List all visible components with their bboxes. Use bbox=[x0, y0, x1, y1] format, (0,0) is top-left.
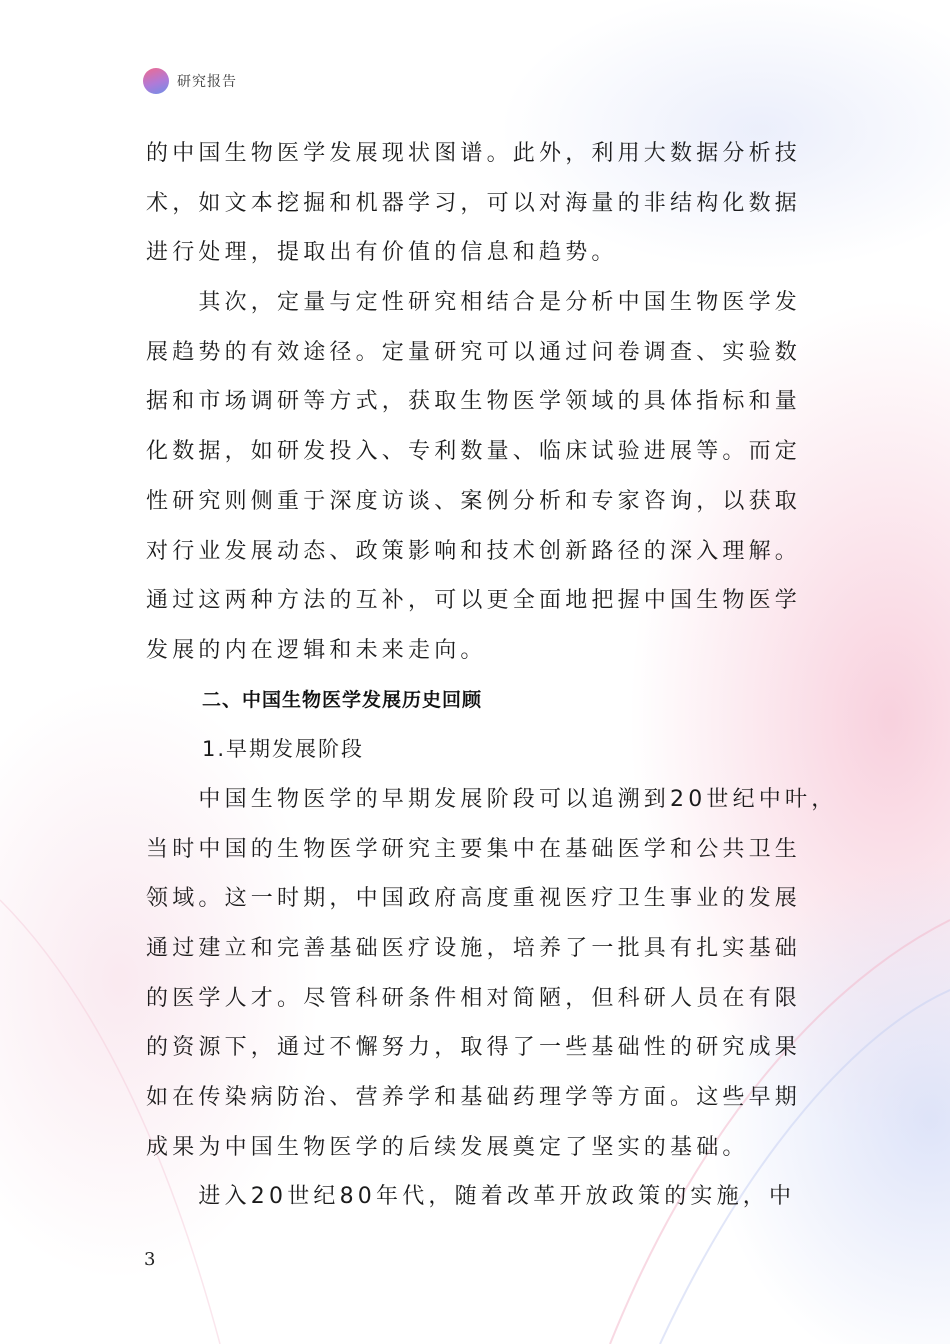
text-line: 当时中国的生物医学研究主要集中在基础医学和公共卫生 bbox=[146, 836, 802, 862]
section-heading: 二、中国生物医学发展历史回顾 bbox=[202, 688, 483, 711]
document-body bbox=[146, 129, 836, 1222]
text-line: 其次，定量与定性研究相结合是分析中国生物医学发 bbox=[146, 290, 802, 316]
logo-circle-icon bbox=[143, 68, 169, 94]
text-line: 化数据，如研发投入、专利数量、临床试验进展等。而定 bbox=[146, 439, 802, 465]
text-line: 通过建立和完善基础医疗设施，培养了一批具有扎实基础 bbox=[146, 936, 802, 961]
page-number: 3 bbox=[144, 1249, 156, 1270]
text-line: 如在传染病防治、营养学和基础药理学等方面。这些早期 bbox=[146, 1085, 802, 1111]
text-line: 对行业发展动态、政策影响和技术创新路径的深入理解。 bbox=[146, 538, 802, 564]
text-line: 的资源下，通过不懈努力，取得了一些基础性的研究成果 bbox=[146, 1035, 802, 1061]
text-line: 进入20世纪80年代，随着改革开放政策的实施，中 bbox=[146, 1184, 796, 1210]
text-line: 性研究则侧重于深度访谈、案例分析和专家咨询，以获取 bbox=[146, 488, 802, 514]
text-line: 据和市场调研等方式，获取生物医学领域的具体指标和量 bbox=[146, 389, 802, 415]
text-line: 展趋势的有效途径。定量研究可以通过问卷调查、实验数 bbox=[146, 339, 802, 365]
text-line: 通过这两种方法的互补，可以更全面地把握中国生物医学 bbox=[146, 588, 802, 614]
text-line: 领域。这一时期，中国政府高度重视医疗卫生事业的发展 bbox=[146, 886, 802, 912]
text-line: 发展的内在逻辑和未来走向。 bbox=[146, 637, 487, 663]
header-title: 研究报告 bbox=[177, 74, 237, 90]
text-line: 术，如文本挖掘和机器学习，可以对海量的非结构化数据 bbox=[146, 190, 802, 216]
text-line: 成果为中国生物医学的后续发展奠定了坚实的基础。 bbox=[146, 1134, 749, 1160]
report-header bbox=[143, 66, 237, 96]
text-line: 中国生物医学的早期发展阶段可以追溯到20世纪中叶， bbox=[146, 786, 838, 812]
text-line: 的医学人才。尽管科研条件相对简陋，但科研人员在有限 bbox=[146, 985, 802, 1011]
text-line: 进行处理，提取出有价值的信息和趋势。 bbox=[146, 240, 618, 266]
section-subheading: 1.早期发展阶段 bbox=[202, 737, 365, 762]
text-line: 的中国生物医学发展现状图谱。此外，利用大数据分析技 bbox=[146, 141, 802, 166]
